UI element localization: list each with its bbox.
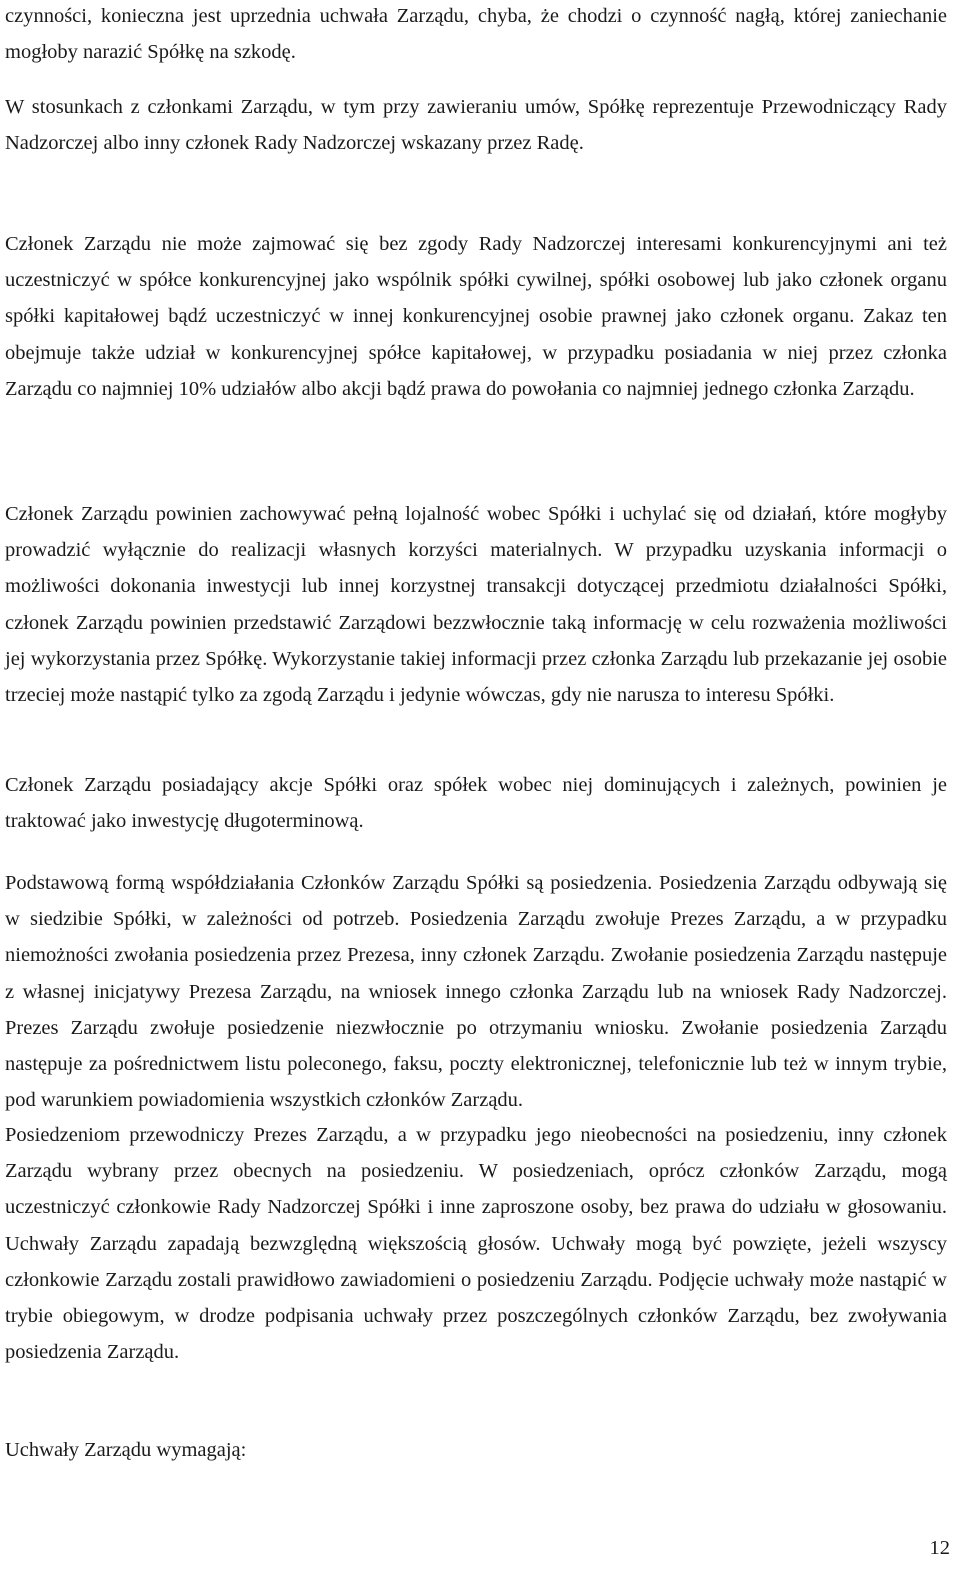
paragraph-5: Członek Zarządu posiadający akcje Spółki oraz spółek wobec niej dominujących i zależnych, powinien je traktować jako inwestycję długoterminową.: [5, 774, 947, 833]
paragraph-4: Członek Zarządu powinien zachowywać pełną lojalność wobec Spółki i uchylać się od działań, które mogłyby prowadzić wyłącznie do realizacji własnych korzyści materialnych. W przypadku uzyskania informacji o możliwości dokonania inwestycji lub innej korzystnej transakcji dotyczącej przedmiotu działalności Spółki, członek Zarządu powinien przedstawić Zarządowi bezzwłocznie taką informację w celu rozważenia możliwości jej wykorzystania przez Spółkę. Wykorzystanie takiej informacji przez członka Zarządu lub przekazanie jej osobie trzeciej może nastąpić tylko za zgodą Zarządu i jedynie wówczas, gdy nie narusza to interesu Spółki.: [5, 503, 947, 707]
paragraph-1: czynności, konieczna jest uprzednia uchwała Zarządu, chyba, że chodzi o czynność nagłą, której zaniechanie mogłoby narazić Spółkę na szkodę.: [5, 5, 947, 64]
page-number: 12: [929, 1537, 950, 1559]
paragraph-7: Posiedzeniom przewodniczy Prezes Zarządu, a w przypadku jego nieobecności na posiedzeniu, inny członek Zarządu wybrany przez obecnych na posiedzeniu. W posiedzeniach, oprócz członków Zarządu, mogą uczestniczyć członkowie Rady Nadzorczej Spółki i inne zaproszone osoby, bez prawa do udziału w głosowaniu. Uchwały Zarządu zapadają bezwzględną większością głosów. Uchwały mogą być powzięte, jeżeli wszyscy członkowie Zarządu zostali prawidłowo zawiadomieni o posiedzeniu Zarządu. Podjęcie uchwały może nastąpić w trybie obiegowym, w drodze podpisania uchwały przez poszczególnych członków Zarządu, bez zwoływania posiedzenia Zarządu.: [5, 1124, 947, 1364]
paragraph-2: W stosunkach z członkami Zarządu, w tym przy zawieraniu umów, Spółkę reprezentuje Przewodniczący Rady Nadzorczej albo inny członek Rady Nadzorczej wskazany przez Radę.: [5, 96, 947, 155]
paragraph-3: Członek Zarządu nie może zajmować się bez zgody Rady Nadzorczej interesami konkurencyjnymi ani też uczestniczyć w spółce konkurencyjnej jako wspólnik spółki cywilnej, spółki osobowej lub jako członek organu spółki kapitałowej bądź uczestniczyć w innej konkurencyjnej osobie prawnej jako członek organu. Zakaz ten obejmuje także udział w konkurencyjnej spółce kapitałowej, w przypadku posiadania w niej przez członka Zarządu co najmniej 10% udziałów albo akcji bądź prawa do powołania co najmniej jednego członka Zarządu.: [5, 233, 947, 400]
paragraph-6: Podstawową formą współdziałania Członków Zarządu Spółki są posiedzenia. Posiedzenia Zarządu odbywają się w siedzibie Spółki, w zależności od potrzeb. Posiedzenia Zarządu zwołuje Prezes Zarządu, a w przypadku niemożności zwołania posiedzenia przez Prezesa, inny członek Zarządu. Zwołanie posiedzenia Zarządu następuje z własnej inicjatywy Prezesa Zarządu, na wniosek innego członka Zarządu lub na wniosek Rady Nadzorczej. Prezes Zarządu zwołuje posiedzenie niezwłocznie po otrzymaniu wniosku. Zwołanie posiedzenia Zarządu następuje za pośrednictwem listu poleconego, faksu, poczty elektronicznej, telefonicznie lub też w innym trybie, pod warunkiem powiadomienia wszystkich członków Zarządu.: [5, 872, 947, 1112]
paragraph-8: Uchwały Zarządu wymagają:: [5, 1439, 247, 1461]
